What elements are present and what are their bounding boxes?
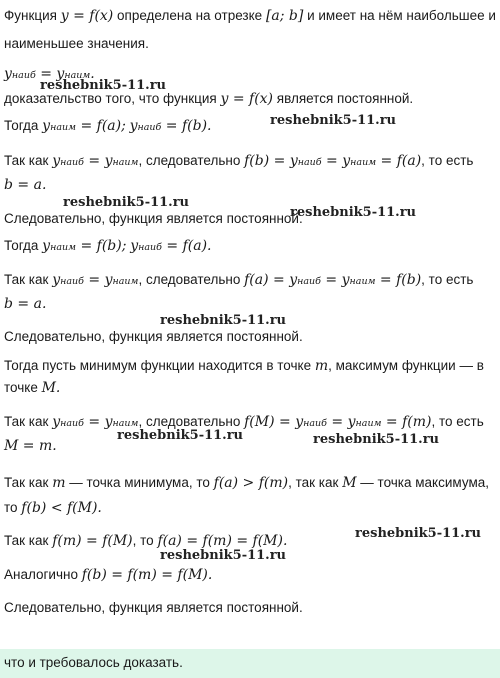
text-line: Следовательно, функция является постоянной. xyxy=(4,329,303,344)
text-line: наименьшее значения. xyxy=(4,36,149,51)
text-line: доказательство того, что функция y = f(x) является постоянной. xyxy=(4,91,414,107)
text-line: точке M. xyxy=(4,380,61,396)
text-line: Следовательно, функция является постоянной. xyxy=(4,600,303,615)
watermark: reshebnik5-11.ru xyxy=(63,195,190,210)
watermark: reshebnik5-11.ru xyxy=(40,78,167,93)
watermark: reshebnik5-11.ru xyxy=(290,205,417,220)
text-line: Тогда пусть минимум функции находится в точке m, максимум функции — в xyxy=(4,358,484,374)
math-line: yнаиб = yнаим. xyxy=(4,66,95,82)
text-line: Следовательно, функция является постоянной. xyxy=(4,211,303,226)
watermark: reshebnik5-11.ru xyxy=(160,313,287,328)
text-line: Так как m — точка минимума, то f(a) > f(m), так как M — точка максимума, xyxy=(4,475,489,491)
watermark: reshebnik5-11.ru xyxy=(270,113,397,128)
text-line: Так как f(m) = f(M), то f(a) = f(m) = f(M). xyxy=(4,533,288,549)
text-line: Аналогично f(b) = f(m) = f(M). xyxy=(4,567,213,583)
math-expr: [a; b] xyxy=(265,8,304,24)
text-line: Функция y = f(x) определена на отрезке [a; b] и имеет на нём наибольшее и xyxy=(4,8,496,24)
watermark: reshebnik5-11.ru xyxy=(355,526,482,541)
text-line: Так как yнаиб = yнаим, следовательно f(b) = yнаиб = yнаим = f(a), то есть xyxy=(4,153,474,169)
math-expr: y = f(x) xyxy=(60,8,114,24)
text-line: Тогда yнаим = f(b); yнаиб = f(a). xyxy=(4,238,212,254)
text-line: Тогда yнаим = f(a); yнаиб = f(b). xyxy=(4,118,212,134)
text-line: Так как yнаиб = yнаим, следовательно f(a) = yнаиб = yнаим = f(b), то есть xyxy=(4,272,474,288)
math-line: b = a. xyxy=(4,296,47,312)
conclusion-text: что и требовалось доказать. xyxy=(4,655,183,670)
watermark: reshebnik5-11.ru xyxy=(160,548,287,563)
conclusion-banner xyxy=(0,649,500,678)
watermark: reshebnik5-11.ru xyxy=(117,428,244,443)
text-line: то f(b) < f(M). xyxy=(4,500,102,516)
math-line: M = m. xyxy=(4,438,57,454)
text-line: Так как yнаиб = yнаим, следовательно f(M) = yнаиб = yнаим = f(m), то есть xyxy=(4,414,484,430)
math-line: b = a. xyxy=(4,177,47,193)
watermark: reshebnik5-11.ru xyxy=(313,432,440,447)
